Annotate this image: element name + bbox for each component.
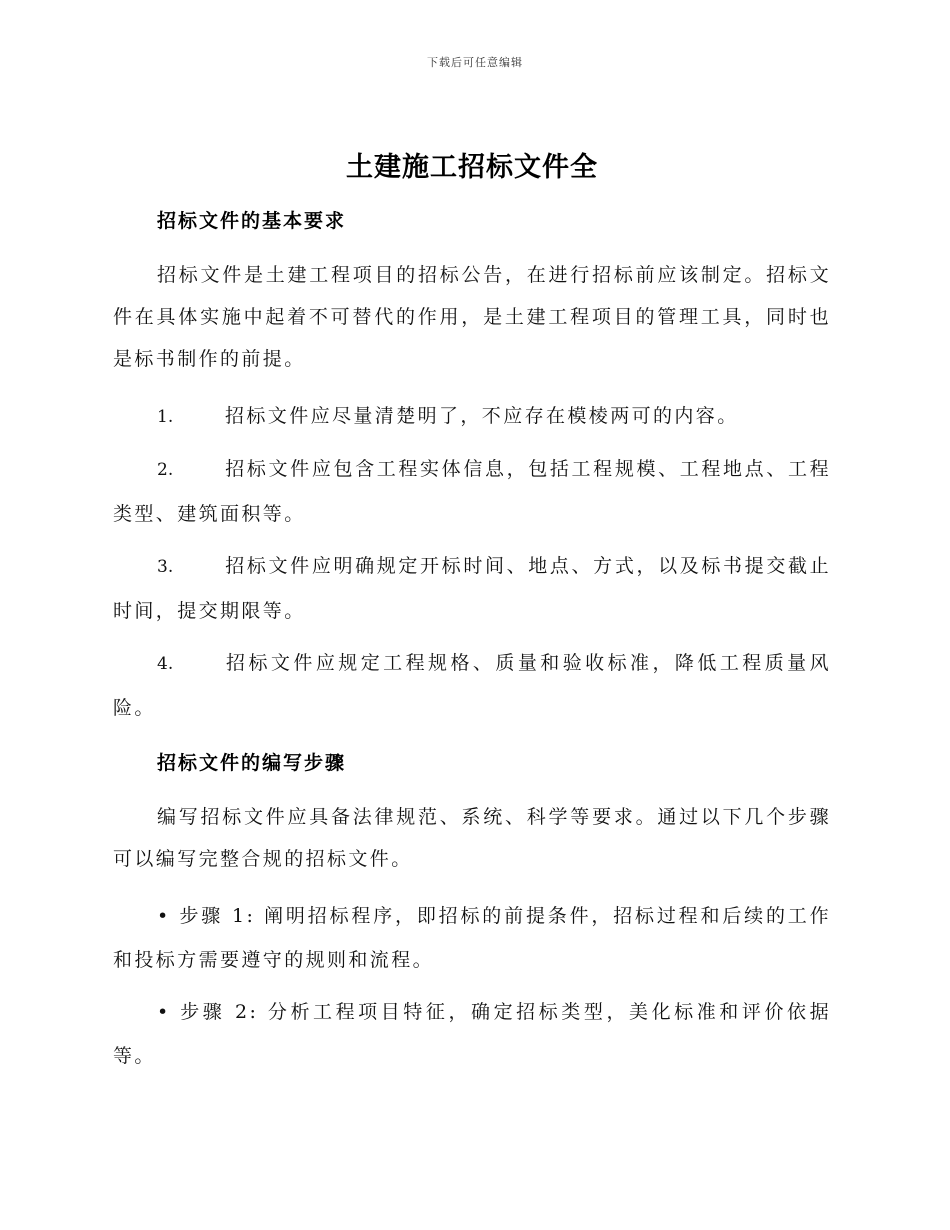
- list-item-text: 招标文件应明确规定开标时间、地点、方式，以及标书提交截止时间，提交期限等。: [113, 555, 831, 622]
- section-heading-basic-requirements: 招标文件的基本要求: [157, 210, 347, 232]
- section1-intro-paragraph: 招标文件是土建工程项目的招标公告，在进行招标前应该制定。招标文件在具体实施中起着不可替代的作用，是土建工程项目的管理工具，同时也是标书制作的前提。: [113, 264, 831, 370]
- list-number: 4.: [157, 654, 174, 674]
- bullet-step-item: • 步骤 2: 分析工程项目特征，确定招标类型，美化标准和评价依据等。: [113, 1001, 831, 1067]
- document-title: 土建施工招标文件全: [346, 152, 598, 183]
- header-note: 下载后可任意编辑: [427, 56, 523, 69]
- list-item-text: 招标文件应规定工程规格、质量和验收标准，降低工程质量风险。: [113, 652, 831, 719]
- numbered-list-item: [113, 544, 831, 633]
- list-number: 1.: [157, 407, 174, 427]
- numbered-list-item: [113, 447, 831, 536]
- document-body: [113, 146, 831, 1086]
- section-heading-writing-steps: 招标文件的编写步骤: [157, 752, 347, 774]
- list-item-text: 招标文件应包含工程实体信息，包括工程规模、工程地点、工程类型、建筑面积等。: [113, 458, 831, 525]
- list-item-text: 招标文件应尽量清楚明了，不应存在模棱两可的内容。: [225, 405, 739, 427]
- section2-intro-paragraph: 编写招标文件应具备法律规范、系统、科学等要求。通过以下几个步骤可以编写完整合规的招标文件。: [113, 806, 831, 870]
- numbered-list-item: [113, 394, 831, 439]
- bullet-step-item: • 步骤 1: 阐明招标程序，即招标的前提条件，招标过程和后续的工作和投标方需要遵守的规则和流程。: [113, 905, 831, 971]
- numbered-list-item: [113, 641, 831, 730]
- list-number: 3.: [157, 557, 174, 577]
- list-number: 2.: [157, 460, 174, 480]
